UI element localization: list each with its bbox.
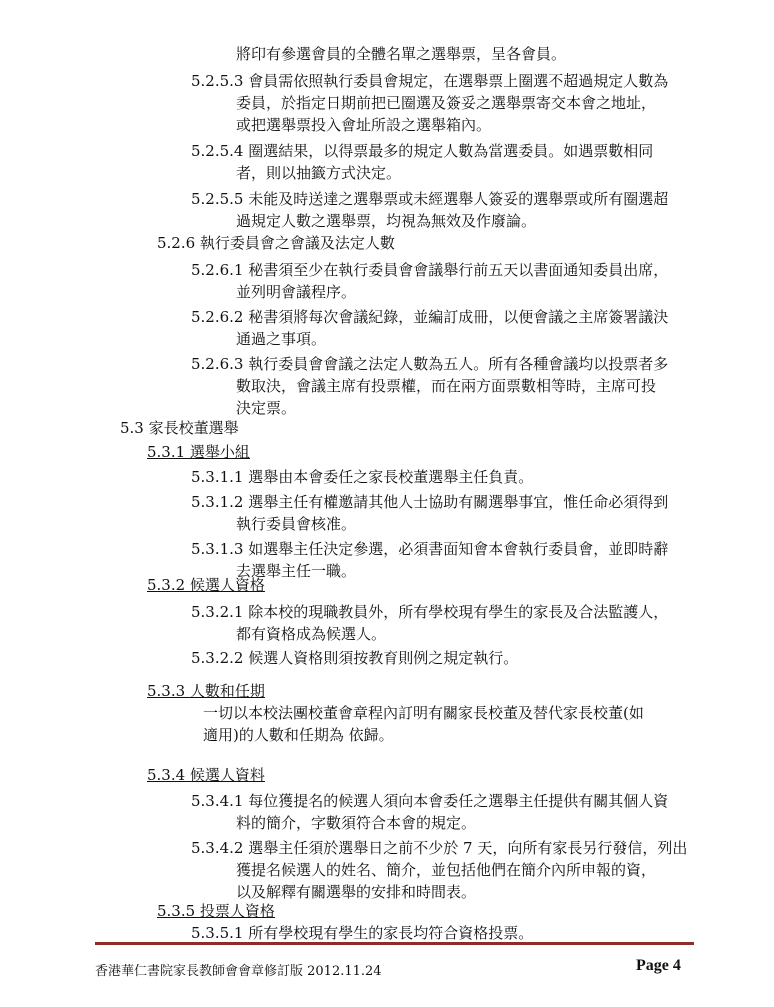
clause-5-2-5-4: 5.2.5.4 圈選結果，以得票最多的規定人數為當選委員。如遇票數相同 <box>191 142 654 160</box>
footer-document-title: 香港華仁書院家長教師會會章修訂版 2012.11.24 <box>95 964 382 979</box>
section-heading-5-2-6: 5.2.6 執行委員會之會議及法定人數 <box>157 234 395 252</box>
text-line: 適用)的人數和任期為 依歸。 <box>203 726 394 744</box>
text-line: 執行委員會核准。 <box>236 515 357 533</box>
text-line: 獲提名候選人的姓名、簡介，並包括他們在簡介內所申報的資， <box>236 861 657 879</box>
subsection-heading-5-3-3: 5.3.3 人數和任期 <box>147 682 265 700</box>
text-line: 料的簡介，字數須符合本會的規定。 <box>236 814 477 832</box>
clause-5-3-2-2: 5.3.2.2 候選人資格則須按教育則例之規定執行。 <box>191 649 519 667</box>
clause-5-3-1-1: 5.3.1.1 選舉由本會委任之家長校董選舉主任負責。 <box>191 468 534 486</box>
subsection-heading-5-3-1: 5.3.1 選舉小組 <box>147 443 250 461</box>
footer-page-number: Page 4 <box>636 957 681 974</box>
clause-5-3-1-3: 5.3.1.3 如選舉主任決定參選，必須書面知會本會執行委員會，並即時辭 <box>191 540 669 558</box>
text-line: 以及解釋有關選舉的安排和時間表。 <box>236 883 477 901</box>
clause-5-3-4-1: 5.3.4.1 每位獲提名的候選人須向本會委任之選舉主任提供有關其個人資 <box>191 792 669 810</box>
clause-5-3-2-1: 5.3.2.1 除本校的現職教員外，所有學校現有學生的家長及合法監護人， <box>191 603 669 621</box>
text-line: 過規定人數之選舉票，均視為無效及作廢論。 <box>236 212 537 230</box>
clause-5-3-5-1: 5.3.5.1 所有學校現有學生的家長均符合資格投票。 <box>191 924 534 942</box>
clause-5-2-5-5: 5.2.5.5 未能及時送達之選舉票或未經選舉人簽妥的選舉票或所有圈選超 <box>191 190 669 208</box>
subsection-heading-5-3-5: 5.3.5 投票人資格 <box>157 902 275 920</box>
text-line: 數取決，會議主席有投票權，而在兩方面票數相等時，主席可投 <box>236 377 657 395</box>
text-line: 將印有參選會員的全體名單之選舉票，呈各會員。 <box>236 45 567 63</box>
clause-5-3-1-2: 5.3.1.2 選舉主任有權邀請其他人士協助有關選舉事宜，惟任命必須得到 <box>191 493 669 511</box>
clause-5-2-5-3: 5.2.5.3 會員需依照執行委員會規定，在選舉票上圈選不超過規定人數為 <box>191 72 669 90</box>
clause-5-3-4-2: 5.3.4.2 選舉主任須於選舉日之前不少於 7 天，向所有家長另行發信，列出 <box>191 839 688 857</box>
text-line: 通過之事項。 <box>236 330 327 348</box>
text-line: 者，則以抽籤方式決定。 <box>236 164 402 182</box>
text-line: 或把選舉票投入會址所設之選舉箱內。 <box>236 116 492 134</box>
text-line: 都有資格成為候選人。 <box>236 625 387 643</box>
subsection-heading-5-3-2: 5.3.2 候選人資格 <box>147 576 265 594</box>
clause-5-2-6-1: 5.2.6.1 秘書須至少在執行委員會會議舉行前五天以書面通知委員出席， <box>191 261 669 279</box>
text-line: 決定票。 <box>236 399 297 417</box>
subsection-heading-5-3-4: 5.3.4 候選人資料 <box>147 766 265 784</box>
text-line: 並列明會議程序。 <box>236 283 357 301</box>
text-line: 一切以本校法團校董會章程內訂明有關家長校董及替代家長校董(如 <box>203 704 644 722</box>
text-line: 委員，於指定日期前把已圈選及簽妥之選舉票寄交本會之地址， <box>236 94 657 112</box>
text-line: 去選舉主任一職。 <box>236 562 357 580</box>
section-heading-5-3: 5.3 家長校董選舉 <box>120 419 239 437</box>
clause-5-2-6-3: 5.2.6.3 執行委員會會議之法定人數為五人。所有各種會議均以投票者多 <box>191 355 669 373</box>
clause-5-2-6-2: 5.2.6.2 秘書須將每次會議紀錄，並編訂成冊，以便會議之主席簽署議決 <box>191 308 669 326</box>
footer-rule <box>95 942 694 945</box>
